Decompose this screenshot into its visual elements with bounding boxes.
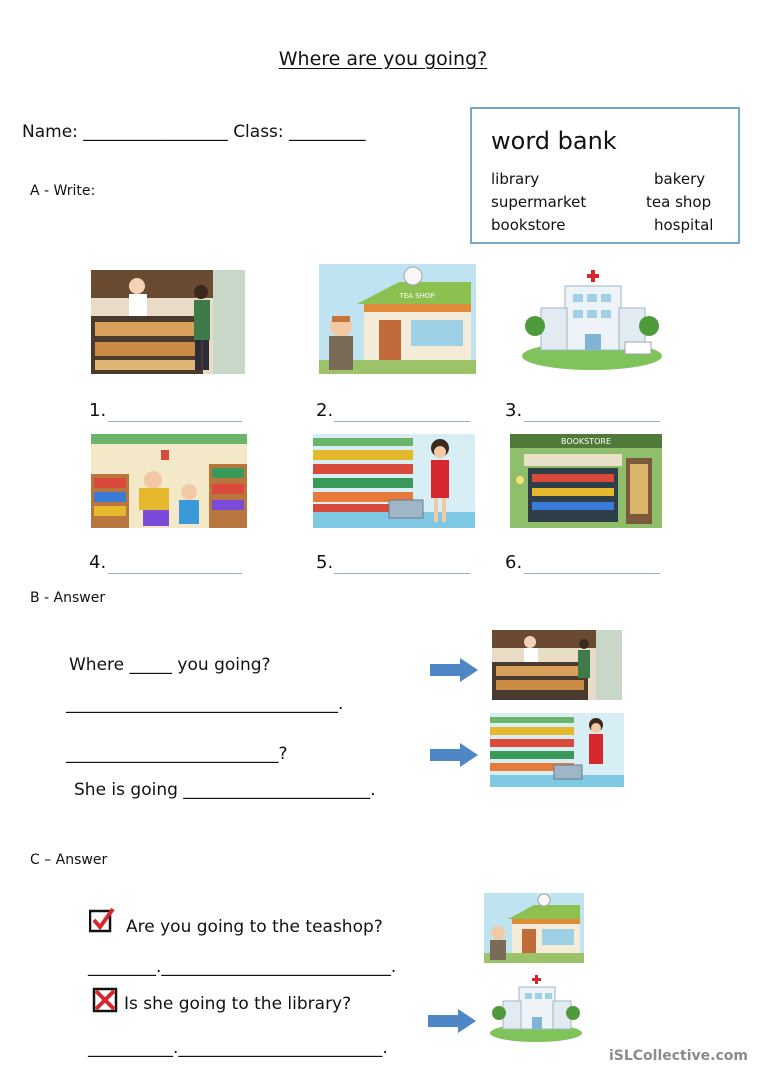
tea-shop-image	[319, 264, 476, 374]
item-number-6: 6.	[505, 552, 523, 573]
footer-watermark: iSLCollective.com	[608, 1048, 748, 1064]
answer-line-5[interactable]	[334, 573, 470, 574]
library-image	[91, 434, 247, 528]
item-number-4: 4.	[89, 552, 107, 573]
word-bank-word: bookstore	[491, 216, 566, 234]
word-bank	[470, 107, 740, 244]
section-c-question-2: Is she going to the library?	[124, 994, 352, 1014]
item-number-2: 2.	[316, 400, 334, 421]
hospital-image	[521, 264, 663, 372]
section-b-answer: She is going ______________________.	[74, 780, 376, 800]
item-number-3: 3.	[505, 400, 523, 421]
section-c-answer-line-1[interactable]: ________.___________________________.	[88, 957, 397, 977]
section-c-question-1: Are you going to the teashop?	[126, 917, 383, 937]
section-b-question: Where _____ you going?	[69, 655, 271, 675]
cross-icon	[92, 987, 118, 1013]
word-bank-title: word bank	[491, 127, 617, 155]
section-a-heading: A - Write:	[30, 183, 96, 199]
answer-line-1[interactable]	[108, 421, 242, 422]
word-bank-word: bakery	[654, 170, 706, 188]
answer-line-2[interactable]	[334, 421, 470, 422]
arrow-right-icon	[430, 743, 478, 767]
name-class-line: Name: _________________ Class: _________	[22, 122, 366, 142]
worksheet-title: Where are you going?	[278, 48, 488, 70]
checkmark-icon	[89, 907, 115, 933]
tea-shop-sign: TEA SHOP	[399, 292, 435, 300]
bakery-image-small	[492, 630, 622, 700]
item-number-1: 1.	[89, 400, 107, 421]
supermarket-image-small	[490, 713, 624, 787]
section-c-answer-line-2[interactable]: __________.________________________.	[88, 1038, 388, 1058]
answer-line-4[interactable]	[108, 573, 242, 574]
section-b-answer-line[interactable]: ________________________________.	[66, 694, 344, 714]
arrow-right-icon	[428, 1009, 476, 1033]
bookstore-image	[510, 434, 662, 528]
bakery-image	[91, 270, 245, 374]
word-bank-word: library	[491, 170, 540, 188]
tea-shop-image-small	[484, 893, 584, 963]
arrow-right-icon	[430, 658, 478, 682]
section-c-heading: C – Answer	[30, 852, 108, 868]
hospital-image-small	[489, 973, 583, 1043]
section-b-question-line[interactable]: _________________________?	[66, 744, 288, 764]
answer-line-6[interactable]	[524, 573, 660, 574]
word-bank-word: supermarket	[491, 193, 587, 211]
word-bank-word: tea shop	[646, 193, 712, 211]
answer-line-3[interactable]	[524, 421, 660, 422]
word-bank-word: hospital	[654, 216, 714, 234]
section-b-heading: B - Answer	[30, 590, 106, 606]
item-number-5: 5.	[316, 552, 334, 573]
bookstore-sign: BOOKSTORE	[560, 437, 612, 446]
supermarket-image	[313, 434, 475, 528]
